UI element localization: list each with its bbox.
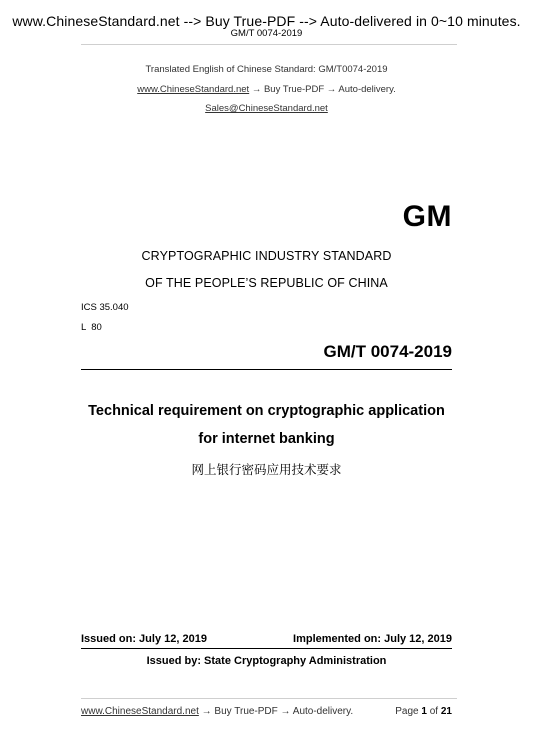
email-link[interactable]: Sales@ChineseStandard.net <box>205 103 328 114</box>
classification-code: L 80 <box>81 322 102 333</box>
issued-on: Issued on: July 12, 2019 <box>81 633 207 645</box>
gm-logo: GM <box>402 200 452 233</box>
title-chinese: 网上银行密码应用技术要求 <box>191 462 342 477</box>
site-suffix: → Buy True-PDF → Auto-delivery. <box>249 84 396 95</box>
implemented-on: Implemented on: July 12, 2019 <box>293 633 452 645</box>
ics-code: ICS 35.040 <box>81 302 129 313</box>
industry-line-1: CRYPTOGRAPHIC INDUSTRY STANDARD <box>141 249 392 263</box>
industry-line-2: OF THE PEOPLE’S REPUBLIC OF CHINA <box>145 276 388 290</box>
site-line <box>0 84 533 95</box>
page-of: of <box>429 706 439 717</box>
footer-site-suffix: → Buy True-PDF → Auto-delivery. <box>198 706 354 717</box>
issued-divider <box>81 648 452 649</box>
title-line-2: for internet banking <box>198 431 335 447</box>
footer-site-line <box>81 706 353 717</box>
standard-number: GM/T 0074-2019 <box>323 342 452 361</box>
title-divider <box>81 369 452 370</box>
footer-site-link[interactable]: www.ChineseStandard.net <box>81 706 199 717</box>
page-label: Page <box>395 706 419 717</box>
top-banner: www.ChineseStandard.net --> Buy True-PDF --> Auto-delivered in 0~10 minutes. <box>12 13 521 29</box>
page-indicator <box>395 706 452 717</box>
translated-note: Translated English of Chinese Standard: GM/T0074-2019 <box>145 64 388 75</box>
banner-standard-code: GM/T 0074-2019 <box>230 28 303 39</box>
issued-by: Issued by: State Cryptography Administration <box>146 655 387 667</box>
page-current: 1 <box>421 706 427 717</box>
page-total: 21 <box>440 706 452 717</box>
footer-divider <box>81 698 457 699</box>
header-divider <box>81 44 457 45</box>
title-line-1: Technical requirement on cryptographic application <box>88 403 445 419</box>
email-line <box>0 103 533 114</box>
site-link[interactable]: www.ChineseStandard.net <box>137 84 250 95</box>
